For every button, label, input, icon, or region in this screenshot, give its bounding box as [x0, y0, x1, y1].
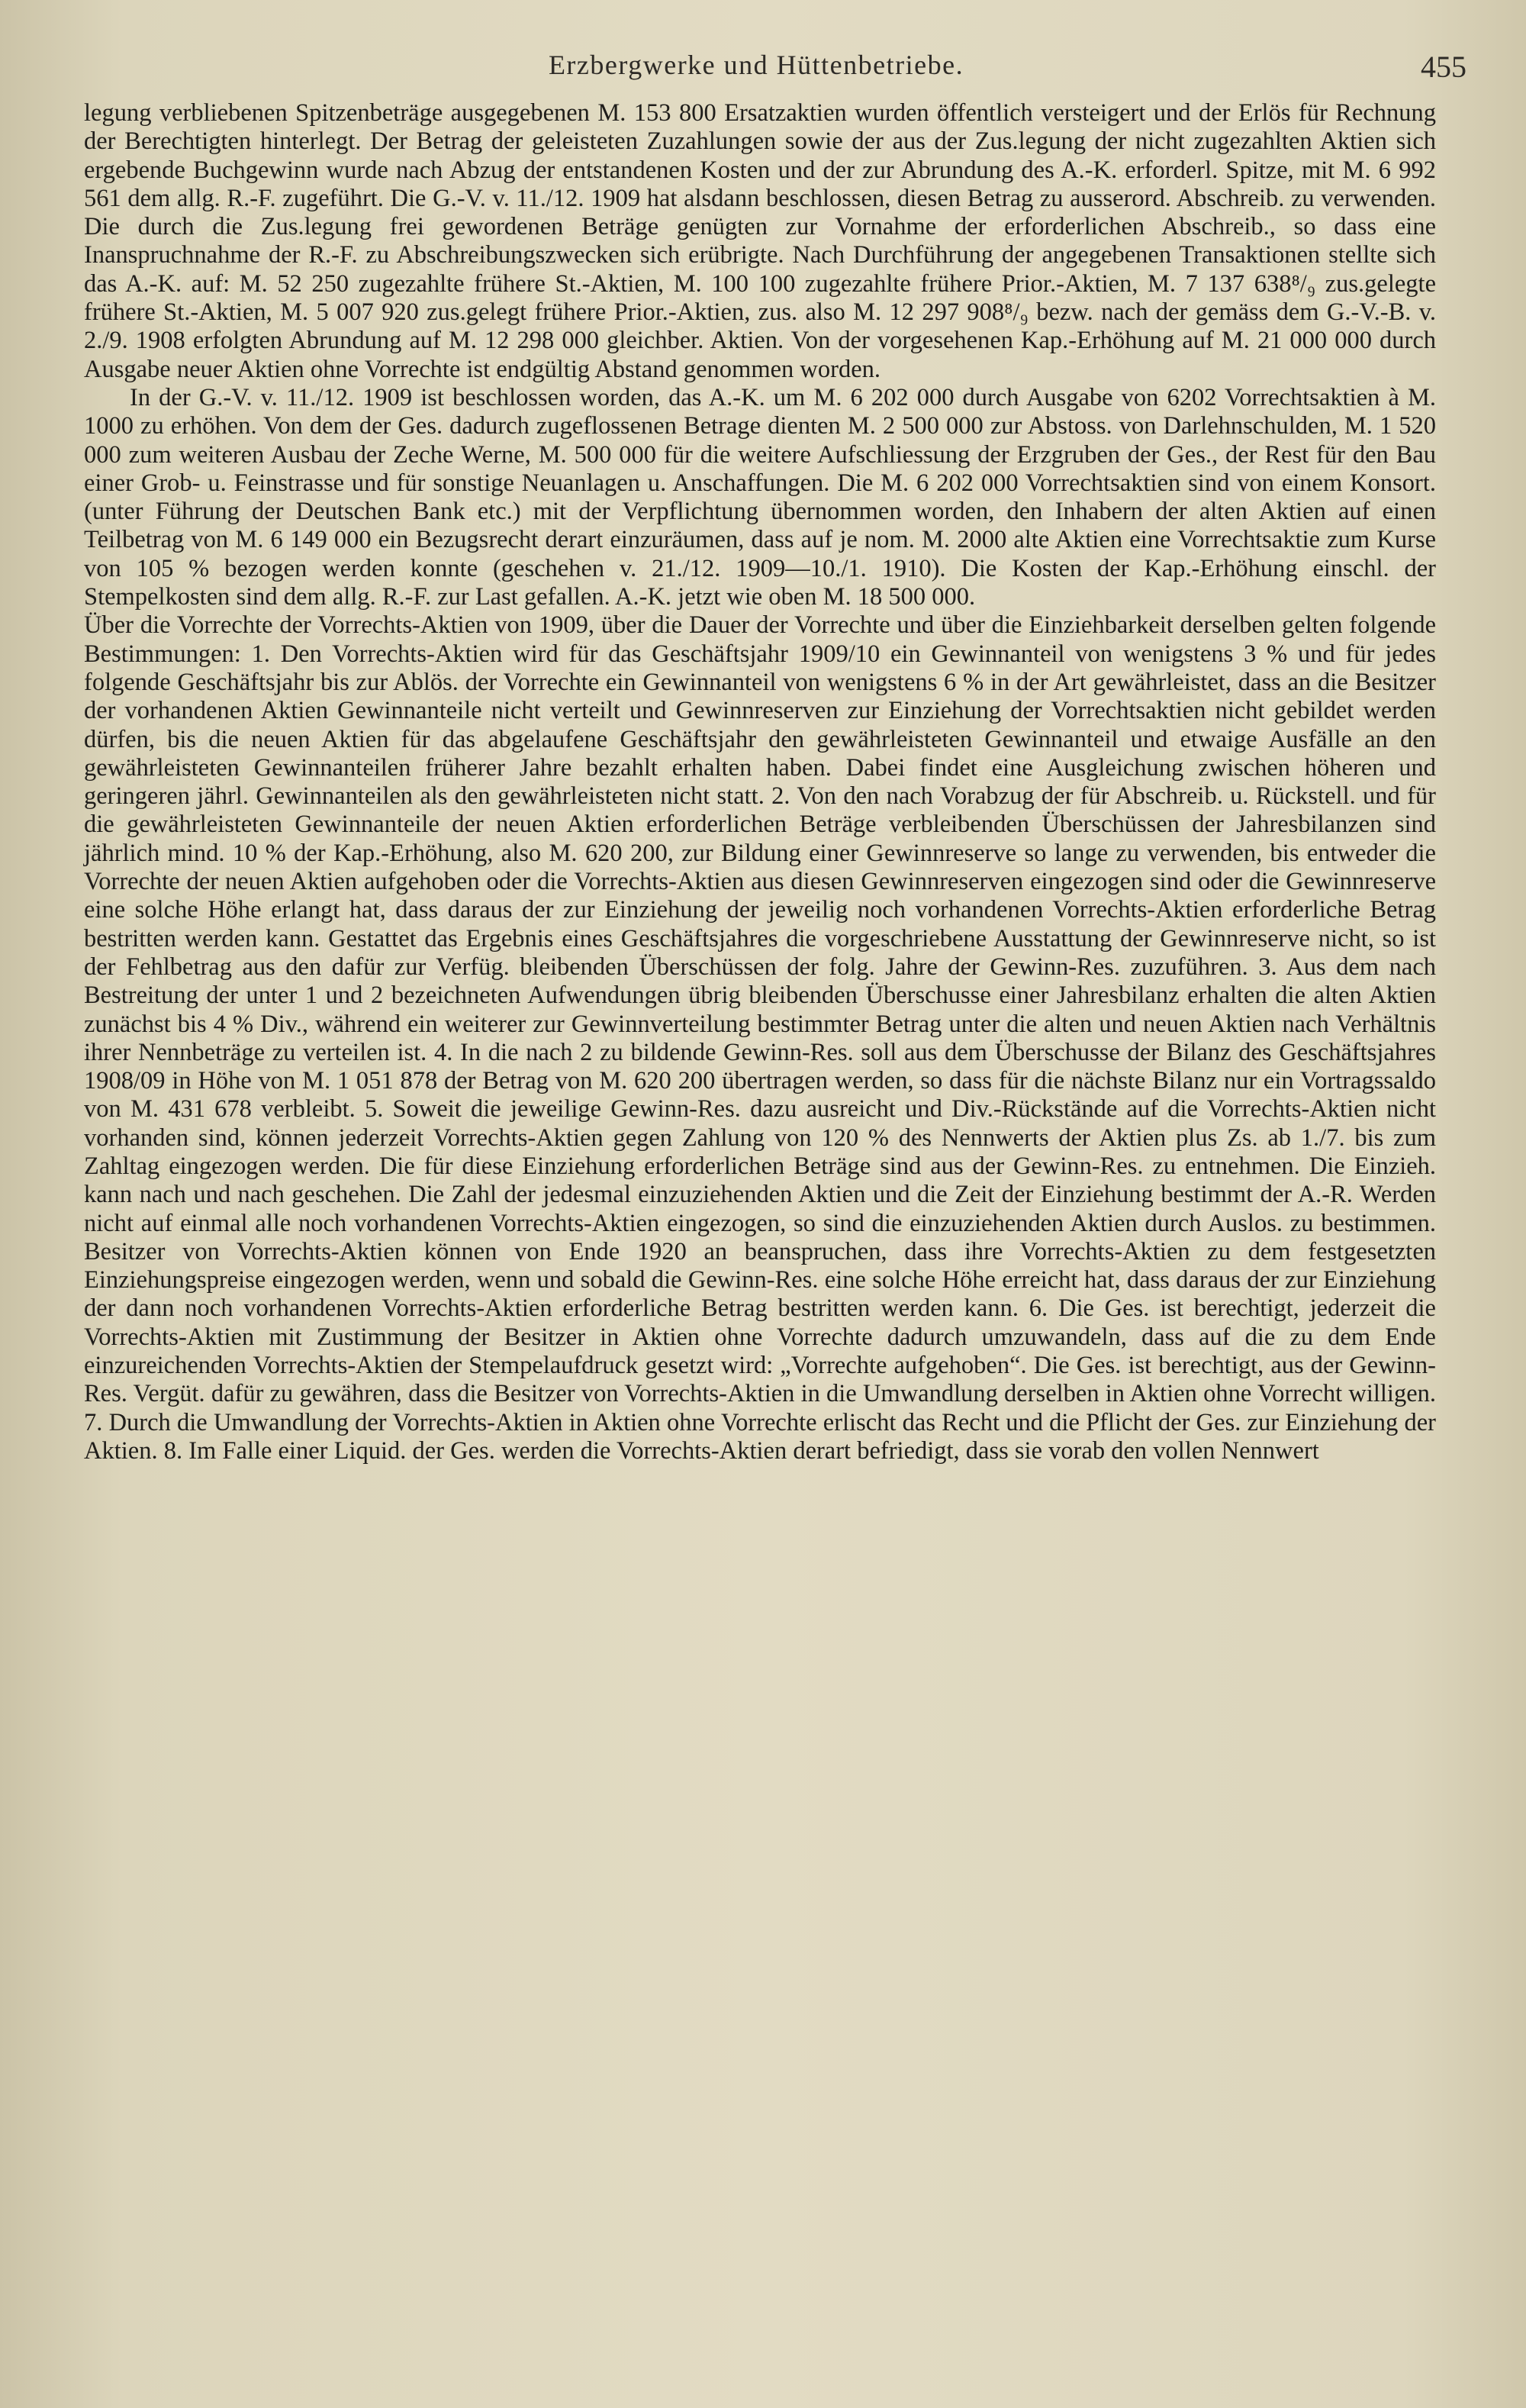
page-number: 455 [1421, 50, 1466, 84]
paragraph-capital-increase: In der G.-V. v. 11./12. 1909 ist beschlossen worden, das A.-K. um M. 6 202 000 durch Ausgabe von 6202 Vorrechtsaktien à M. 1000 zu erhöhen. Von dem der Ges. dadurch zugeflossenen Betrage dienten M. 2 500 000 zur Abstoss. von Darlehnschulden, M. 1 520 000 zum weiteren Ausbau der Zeche Werne, M. 500 000 für die weitere Aufschliessung der Erzgruben der Ges., der Rest für den Bau einer Grob- u. Feinstrasse und für sonstige Neuanlagen u. Anschaffungen. Die M. 6 202 000 Vorrechtsaktien sind von einem Konsort. (unter Führung der Deutschen Bank etc.) mit der Verpflichtung übernommen worden, den Inhabern der alten Aktien auf einen Teilbetrag von M. 6 149 000 ein Bezugsrecht derart einzuräumen, dass auf je nom. M. 2000 alte Aktien eine Vorrechtsaktie zum Kurse von 105 % bezogen werden konnte (geschehen v. 21./12. 1909—10./1. 1910). Die Kosten der Kap.-Erhöhung einschl. der Stempelkosten sind dem allg. R.-F. zur Last gefallen. A.-K. jetzt wie oben M. 18 500 000. [84, 383, 1436, 611]
paragraph-capital-consolidation: legung verbliebenen Spitzenbeträge ausgegebenen M. 153 800 Ersatzaktien wurden öffentlich versteigert und der Erlös für Rechnung der Berechtigten hinterlegt. Der Betrag der geleisteten Zuzahlungen sowie der aus der Zus.legung der nicht zugezahlten Aktien sich ergebende Buchgewinn wurde nach Abzug der entstandenen Kosten und der zur Abrundung des A.-K. erforderl. Spitze, mit M. 6 992 561 dem allg. R.-F. zugeführt. Die G.-V. v. 11./12. 1909 hat alsdann beschlossen, diesen Betrag zu ausserord. Abschreib. zu verwenden. Die durch die Zus.legung frei gewordenen Beträge genügten zur Vornahme der erforderlichen Abschreib., so dass eine Inanspruchnahme der R.-F. zu Abschreibungszwecken sich erübrigte. Nach Durchführung der angegebenen Transaktionen stellte sich das A.-K. auf: M. 52 250 zugezahlte frühere St.-Aktien, M. 100 100 zugezahlte frühere Prior.-Aktien, M. 7 137 638⁸/₉ zus.gelegte frühere St.-Aktien, M. 5 007 920 zus.gelegt frühere Prior.-Aktien, zus. also M. 12 297 908⁸/₉ bezw. nach der gemäss dem G.-V.-B. v. 2./9. 1908 erfolgten Abrundung auf M. 12 298 000 gleichber. Aktien. Von der vorgesehenen Kap.-Erhöhung auf M. 21 000 000 durch Ausgabe neuer Aktien ohne Vorrechte ist endgültig Abstand genommen worden. [84, 99, 1436, 383]
body-text [84, 99, 1436, 1465]
running-title: Erzbergwerke und Hüttenbetriebe. [548, 50, 964, 80]
paragraph-preference-rights: Über die Vorrechte der Vorrechts-Aktien von 1909, über die Dauer der Vorrechte und über die Einziehbarkeit derselben gelten folgende Bestimmungen: 1. Den Vorrechts-Aktien wird für das Geschäftsjahr 1909/10 ein Gewinnanteil von wenigstens 3 % und für jedes folgende Geschäftsjahr bis zur Ablös. der Vorrechte ein Gewinnanteil von wenigstens 6 % in der Art gewährleistet, dass an die Besitzer der vorhandenen Aktien Gewinnanteile nicht verteilt und Gewinnreserven zur Einziehung der Vorrechtsaktien nicht gebildet werden dürfen, bis die neuen Aktien für das abgelaufene Geschäftsjahr den gewährleisteten Gewinnanteil und etwaige Ausfälle an den gewährleisteten Gewinnanteilen früherer Jahre bezahlt erhalten haben. Dabei findet eine Ausgleichung zwischen höheren und geringeren jährl. Gewinnanteilen als den gewährleisteten nicht statt. 2. Von den nach Vorabzug der für Abschreib. u. Rückstell. und für die gewährleisteten Gewinnanteile der neuen Aktien erforderlichen Beträge verbleibenden Überschüssen der Jahresbilanzen sind jährlich mind. 10 % der Kap.-Erhöhung, also M. 620 200, zur Bildung einer Gewinnreserve so lange zu verwenden, bis entweder die Vorrechte der neuen Aktien aufgehoben oder die Vorrechts-Aktien aus diesen Gewinnreserven eingezogen sind oder die Gewinnreserve eine solche Höhe erlangt hat, dass daraus der zur Einziehung der jeweilig noch vorhandenen Vorrechts-Aktien erforderliche Betrag bestritten werden kann. Gestattet das Ergebnis eines Geschäftsjahres die vorgeschriebene Ausstattung der Gewinnreserve nicht, so ist der Fehlbetrag aus den dafür zur Verfüg. bleibenden Überschüssen der folg. Jahre der Gewinn-Res. zuzuführen. 3. Aus dem nach Bestreitung der unter 1 und 2 bezeichneten Aufwendungen übrig bleibenden Überschusse einer Jahresbilanz erhalten die alten Aktien zunächst bis 4 % Div., während ein weiterer zur Gewinnverteilung bestimmter Betrag unter die alten und neuen Aktien nach Verhältnis ihrer Nennbeträge zu verteilen ist. 4. In die nach 2 zu bildende Gewinn-Res. soll aus dem Überschusse der Bilanz des Geschäftsjahres 1908/09 in Höhe von M. 1 051 878 der Betrag von M. 620 200 übertragen werden, so dass für die nächste Bilanz nur ein Vortragssaldo von M. 431 678 verbleibt. 5. Soweit die jeweilige Gewinn-Res. dazu ausreicht und Div.-Rückstände auf die Vorrechts-Aktien nicht vorhanden sind, können jederzeit Vorrechts-Aktien gegen Zahlung von 120 % des Nennwerts der Aktien plus Zs. ab 1./7. bis zum Zahltag eingezogen werden. Die für diese Einziehung erforderlichen Beträge sind aus der Gewinn-Res. zu entnehmen. Die Einzieh. kann nach und nach geschehen. Die Zahl der jedesmal einzuziehenden Aktien und die Zeit der Einziehung bestimmt der A.-R. Werden nicht auf einmal alle noch vorhandenen Vorrechts-Aktien eingezogen, so sind die einzuziehenden Aktien durch Auslos. zu bestimmen. Besitzer von Vorrechts-Aktien können von Ende 1920 an beanspruchen, dass ihre Vorrechts-Aktien zu dem festgesetzten Einziehungspreise eingezogen werden, wenn und sobald die Gewinn-Res. eine solche Höhe erreicht hat, dass daraus der zur Einziehung der dann noch vorhandenen Vorrechts-Aktien erforderliche Betrag bestritten werden kann. 6. Die Ges. ist berechtigt, jederzeit die Vorrechts-Aktien mit Zustimmung der Besitzer in Aktien ohne Vorrechte dadurch umzuwandeln, dass auf die zu dem Ende einzureichenden Vorrechts-Aktien der Stempelaufdruck gesetzt wird: „Vorrechte aufgehoben“. Die Ges. ist berechtigt, aus der Gewinn-Res. Vergüt. dafür zu gewähren, dass die Besitzer von Vorrechts-Aktien in die Umwandlung derselben in Aktien ohne Vorrecht willigen. 7. Durch die Umwandlung der Vorrechts-Aktien in Aktien ohne Vorrechte erlischt das Recht und die Pflicht der Ges. zur Einziehung der Aktien. 8. Im Falle einer Liquid. der Ges. werden die Vorrechts-Aktien derart befriedigt, dass sie vorab den vollen Nennwert [84, 611, 1436, 1465]
page-header [46, 49, 1466, 92]
